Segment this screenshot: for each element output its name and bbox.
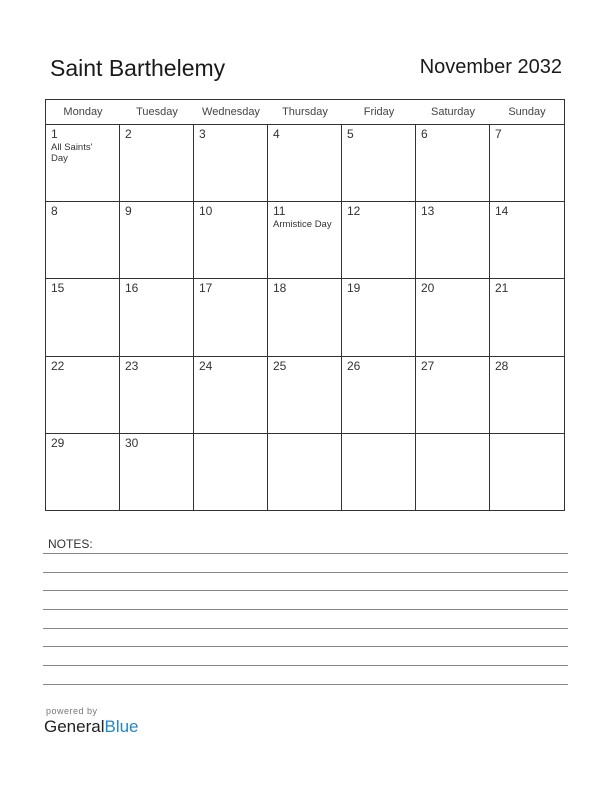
brand-name-blue: Blue bbox=[104, 717, 139, 736]
day-number: 12 bbox=[347, 204, 361, 219]
calendar-day-cell bbox=[416, 279, 490, 356]
calendar-day-cell bbox=[268, 279, 342, 356]
notes-label: NOTES: bbox=[48, 537, 93, 551]
calendar-day-cell bbox=[342, 202, 416, 279]
brand-name-general: General bbox=[44, 717, 105, 736]
weekday-header-sunday: Sunday bbox=[508, 106, 546, 118]
day-number: 5 bbox=[347, 127, 354, 141]
day-number: 18 bbox=[273, 281, 287, 296]
calendar-day-cell bbox=[490, 125, 564, 202]
notes-line bbox=[43, 553, 568, 554]
day-number: 10 bbox=[199, 204, 213, 219]
calendar-day-cell bbox=[46, 125, 120, 202]
calendar-day-cell bbox=[416, 125, 490, 202]
day-number: 30 bbox=[125, 435, 139, 450]
calendar-day-cell bbox=[120, 434, 194, 511]
day-number: 28 bbox=[495, 358, 509, 373]
calendar-day-cell bbox=[416, 434, 490, 511]
calendar-day-cell bbox=[268, 357, 342, 434]
weekday-header-monday: Monday bbox=[63, 106, 103, 118]
day-number: 27 bbox=[421, 358, 435, 373]
notes-line bbox=[43, 665, 568, 666]
weekday-header-friday: Friday bbox=[363, 106, 395, 118]
day-number: 9 bbox=[125, 204, 132, 219]
day-number: 21 bbox=[495, 281, 509, 296]
weekday-header-row bbox=[46, 100, 564, 125]
calendar-day-cell bbox=[46, 202, 120, 279]
day-number: 25 bbox=[273, 358, 287, 373]
holiday-label: Armistice Day bbox=[273, 219, 332, 231]
calendar-day-cell bbox=[120, 279, 194, 356]
calendar-day-cell bbox=[194, 279, 268, 356]
notes-line bbox=[43, 572, 568, 573]
calendar-day-cell bbox=[342, 434, 416, 511]
day-number: 16 bbox=[125, 281, 139, 296]
calendar-day-cell bbox=[490, 357, 564, 434]
calendar-day-cell bbox=[194, 125, 268, 202]
day-number: 23 bbox=[125, 358, 139, 373]
weekday-header-wednesday: Wednesday bbox=[202, 106, 260, 118]
calendar-day-cell bbox=[46, 279, 120, 356]
notes-line bbox=[43, 628, 568, 629]
day-number: 24 bbox=[199, 358, 213, 373]
calendar-day-cell bbox=[342, 125, 416, 202]
notes-line bbox=[43, 684, 568, 685]
notes-line bbox=[43, 590, 568, 591]
calendar-month-year: November 2032 bbox=[419, 56, 562, 78]
holiday-label: All Saints' Day bbox=[51, 142, 93, 164]
day-number: 26 bbox=[347, 358, 361, 373]
weekday-header-saturday: Saturday bbox=[430, 106, 476, 118]
day-number: 22 bbox=[51, 358, 65, 373]
calendar-day-cell bbox=[120, 202, 194, 279]
notes-line bbox=[43, 609, 568, 610]
calendar-day-cell bbox=[268, 434, 342, 511]
calendar-day-cell bbox=[194, 434, 268, 511]
day-number: 11 bbox=[273, 204, 286, 219]
notes-line bbox=[43, 646, 568, 647]
powered-by-text: powered by bbox=[46, 706, 98, 716]
calendar-day-cell bbox=[490, 202, 564, 279]
calendar-day-cell bbox=[120, 125, 194, 202]
calendar-day-cell bbox=[416, 357, 490, 434]
calendar-day-cell bbox=[342, 279, 416, 356]
generalblue-logo bbox=[44, 717, 139, 737]
weekday-header-tuesday: Tuesday bbox=[136, 106, 178, 118]
day-number: 20 bbox=[421, 281, 435, 296]
calendar-grid bbox=[45, 99, 565, 511]
calendar-day-cell bbox=[120, 357, 194, 434]
day-number: 29 bbox=[51, 435, 65, 450]
day-number: 7 bbox=[495, 127, 502, 141]
day-number: 17 bbox=[199, 281, 213, 296]
calendar-day-cell bbox=[268, 125, 342, 202]
day-number: 1 bbox=[51, 127, 58, 141]
calendar-country-title: Saint Barthelemy bbox=[50, 55, 226, 81]
calendar-day-cell bbox=[490, 279, 564, 356]
day-number: 19 bbox=[347, 281, 361, 296]
weekday-header-thursday: Thursday bbox=[282, 106, 328, 118]
day-number: 3 bbox=[199, 127, 206, 141]
calendar-day-cell bbox=[46, 434, 120, 511]
calendar-day-cell bbox=[268, 202, 342, 279]
day-number: 4 bbox=[273, 127, 280, 141]
day-number: 8 bbox=[51, 204, 58, 219]
calendar-days bbox=[46, 125, 564, 511]
calendar-day-cell bbox=[194, 202, 268, 279]
day-number: 14 bbox=[495, 204, 509, 219]
calendar-day-cell bbox=[46, 357, 120, 434]
day-number: 15 bbox=[51, 281, 65, 296]
calendar-day-cell bbox=[194, 357, 268, 434]
calendar-day-cell bbox=[342, 357, 416, 434]
day-number: 6 bbox=[421, 127, 428, 141]
calendar-day-cell bbox=[416, 202, 490, 279]
day-number: 13 bbox=[421, 204, 435, 219]
calendar-day-cell bbox=[490, 434, 564, 511]
day-number: 2 bbox=[125, 127, 132, 141]
